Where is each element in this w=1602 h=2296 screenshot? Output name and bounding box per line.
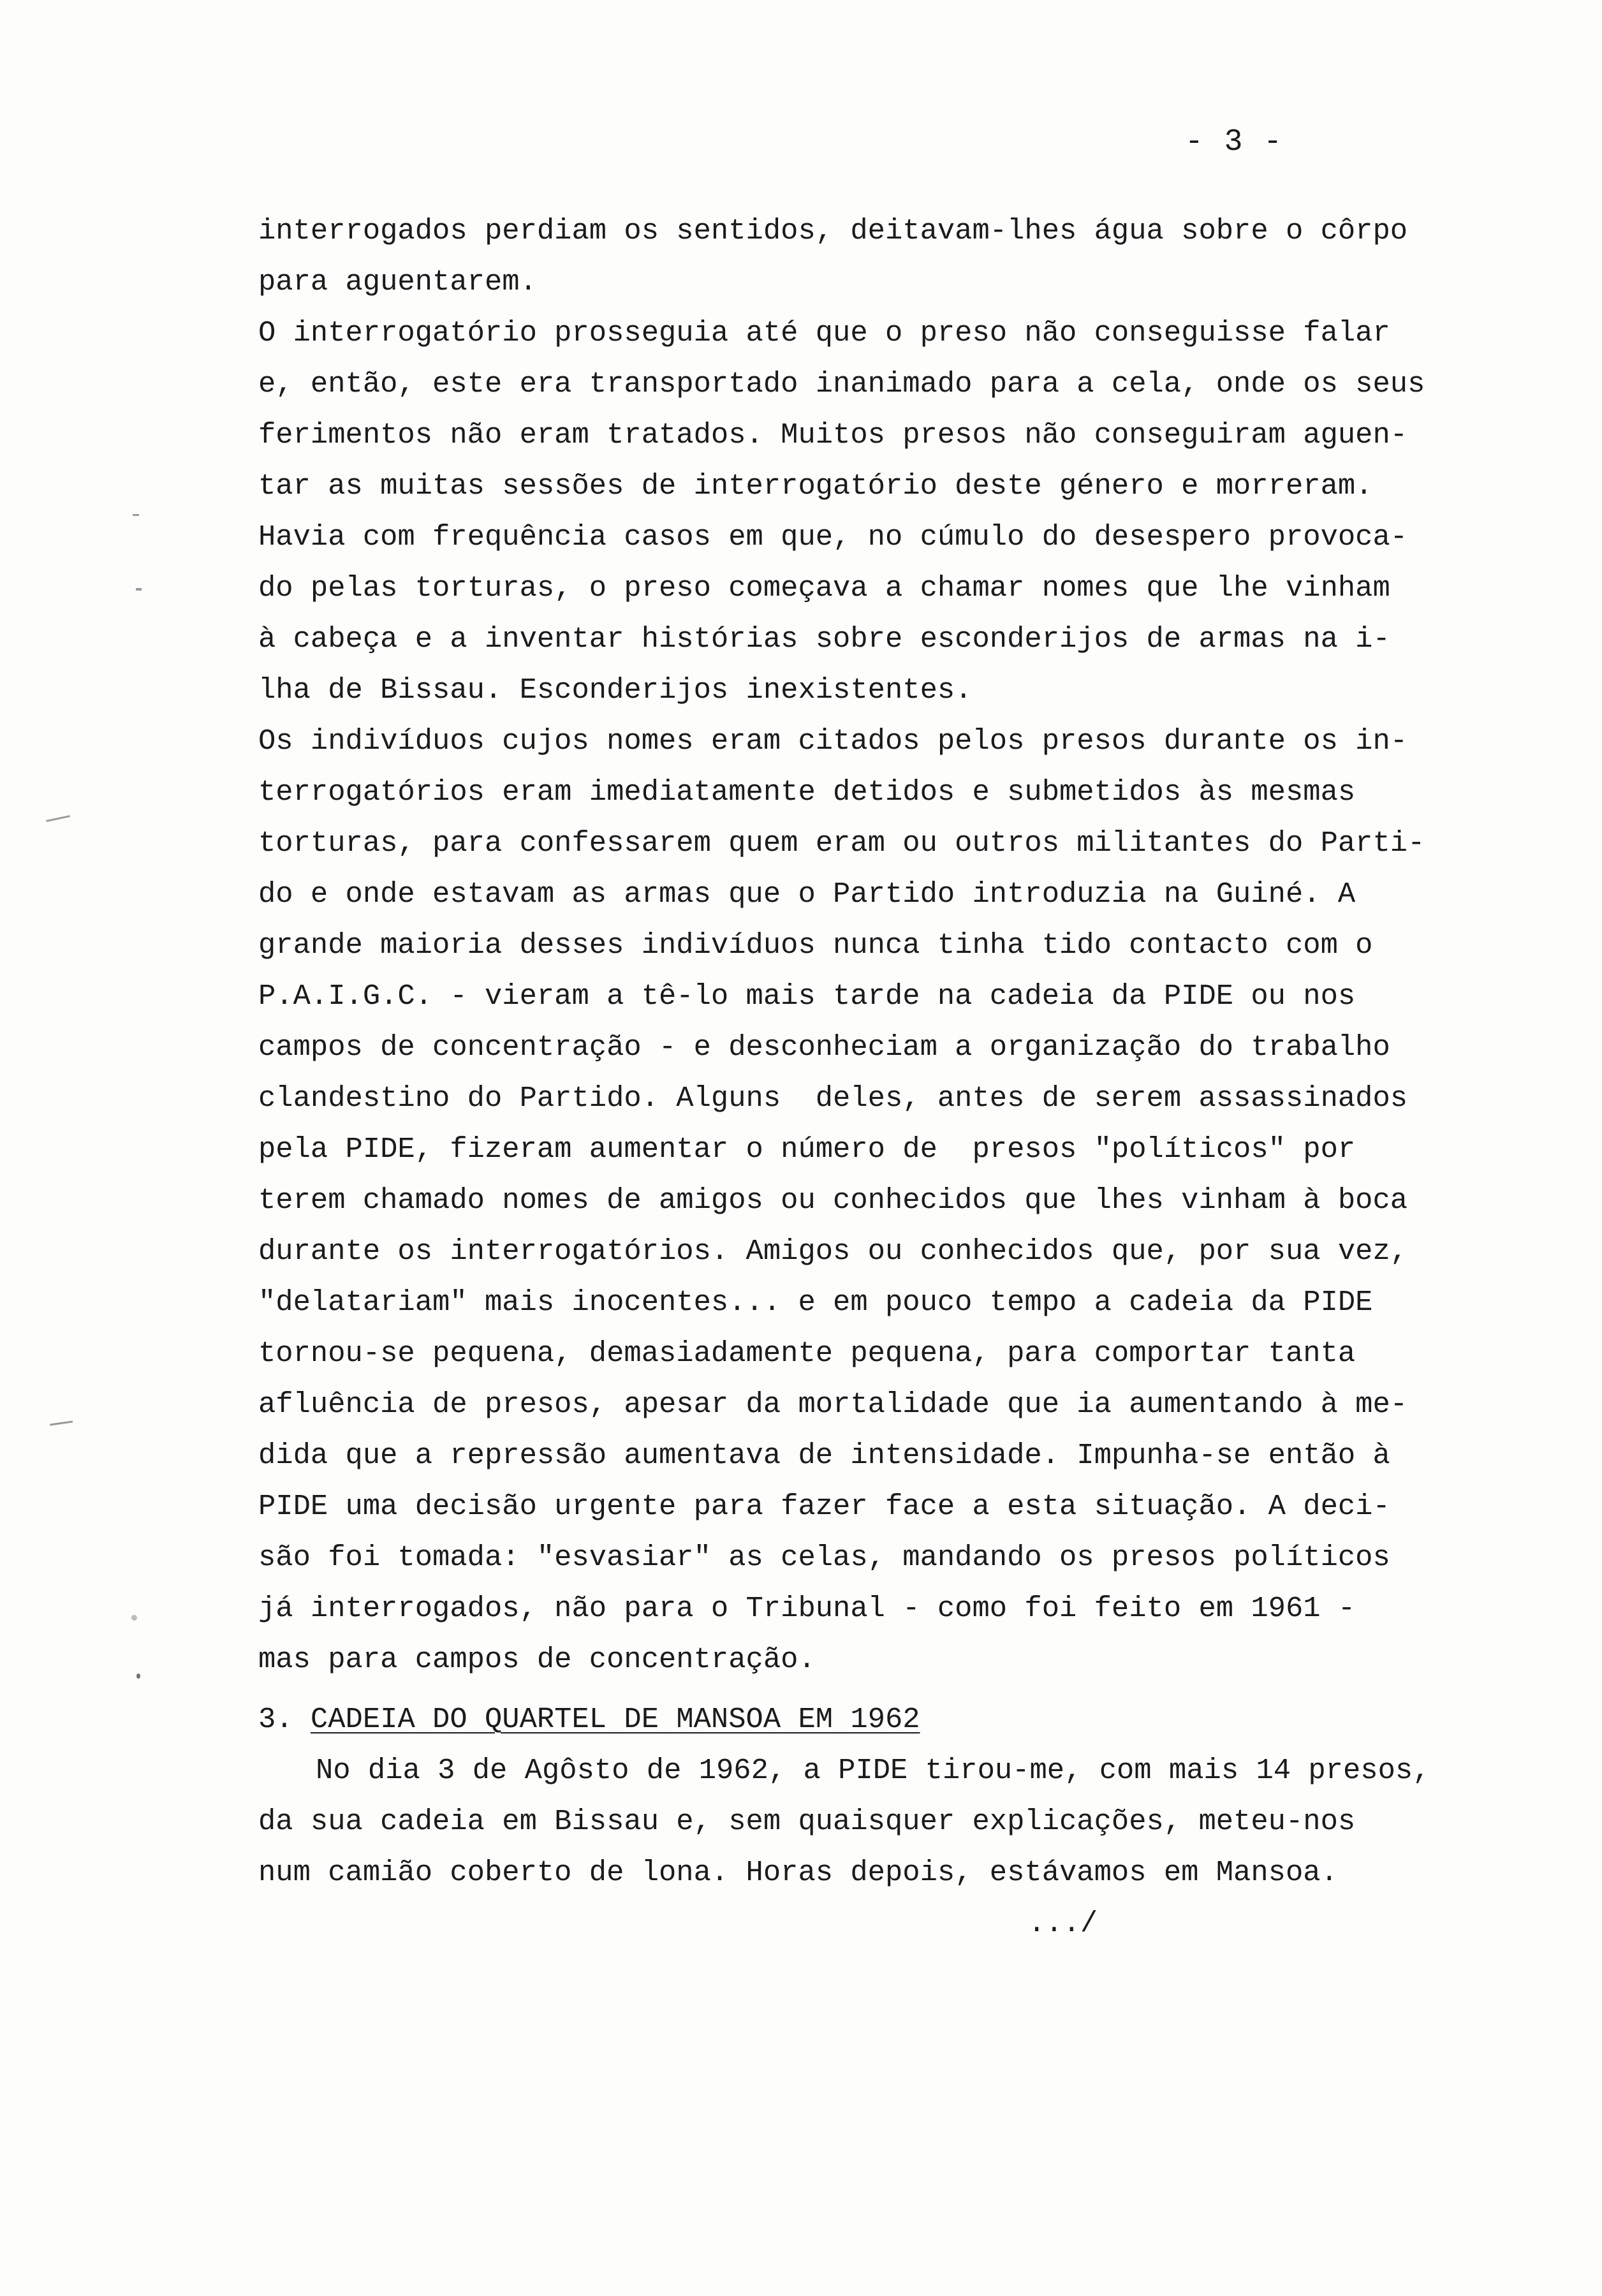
text-line: e, então, este era transportado inanimado para a cela, onde os seus xyxy=(258,367,1425,401)
section-heading xyxy=(258,1694,1527,1745)
text-line: num camião coberto de lona. Horas depois, estávamos em Mansoa. xyxy=(258,1856,1338,1889)
continuation-mark: .../ xyxy=(1028,1907,1098,1940)
text-line: tornou-se pequena, demasiadamente pequena, para comportar tanta xyxy=(258,1337,1356,1370)
text-line: PIDE uma decisão urgente para fazer face a esta situação. A deci- xyxy=(258,1490,1390,1523)
text-line: ferimentos não eram tratados. Muitos presos não conseguiram aguen- xyxy=(258,418,1408,452)
section-number: 3. xyxy=(258,1703,311,1736)
text-line: terem chamado nomes de amigos ou conhecidos que lhes vinham à boca xyxy=(258,1184,1408,1217)
text-line: pela PIDE, fizeram aumentar o número de presos "políticos" por xyxy=(258,1133,1356,1166)
text-line: lha de Bissau. Esconderijos inexistentes. xyxy=(258,673,973,707)
text-line: à cabeça e a inventar histórias sobre esconderijos de armas na i- xyxy=(258,622,1390,656)
text-line: "delatariam" mais inocentes... e em pouco tempo a cadeia da PIDE xyxy=(258,1286,1373,1319)
text-line: são foi tomada: "esvasiar" as celas, mandando os presos políticos xyxy=(258,1541,1390,1574)
margin-mark xyxy=(136,1674,140,1679)
text-line: grande maioria desses indivíduos nunca tinha tido contacto com o xyxy=(258,929,1373,962)
text-line: clandestino do Partido. Alguns deles, antes de serem assassinados xyxy=(258,1082,1408,1115)
text-line: tar as muitas sessões de interrogatório deste género e morreram. xyxy=(258,469,1373,503)
text-line: Havia com frequência casos em que, no cúmulo do desespero provoca- xyxy=(258,520,1408,554)
text-line: da sua cadeia em Bissau e, sem quaisquer explicações, meteu-nos xyxy=(258,1805,1356,1838)
text-line: para aguentarem. xyxy=(258,265,537,298)
document-body xyxy=(258,205,1527,1898)
text-line: interrogados perdiam os sentidos, deitavam-lhes água sobre o côrpo xyxy=(258,214,1408,247)
text-line: torturas, para confessarem quem eram ou outros militantes do Parti- xyxy=(258,827,1425,860)
text-line: afluência de presos, apesar da mortalidade que ia aumentando à me- xyxy=(258,1388,1408,1421)
text-line: já interrogados, não para o Tribunal - como foi feito em 1961 - xyxy=(258,1592,1356,1625)
text-line: P.A.I.G.C. - vieram a tê-lo mais tarde na cadeia da PIDE ou nos xyxy=(258,980,1356,1013)
text-line: do e onde estavam as armas que o Partido introduzia na Guiné. A xyxy=(258,878,1356,911)
text-line: do pelas torturas, o preso começava a chamar nomes que lhe vinham xyxy=(258,571,1390,605)
text-line: mas para campos de concentração. xyxy=(258,1643,816,1676)
page-number: - 3 - xyxy=(1185,125,1284,159)
margin-mark xyxy=(136,588,142,591)
text-line: campos de concentração - e desconheciam a organização do trabalho xyxy=(258,1031,1390,1064)
margin-mark xyxy=(50,1421,73,1426)
text-line: dida que a repressão aumentava de intensidade. Impunha-se então à xyxy=(258,1439,1390,1472)
text-line: O interrogatório prosseguia até que o preso não conseguisse falar xyxy=(258,316,1390,350)
margin-mark xyxy=(131,1615,137,1621)
text-line: No dia 3 de Agôsto de 1962, a PIDE tirou-me, com mais 14 presos, xyxy=(316,1754,1430,1787)
margin-mark xyxy=(133,514,139,516)
text-line: Os indivíduos cujos nomes eram citados pelos presos durante os in- xyxy=(258,725,1408,758)
text-line: terrogatórios eram imediatamente detidos e submetidos às mesmas xyxy=(258,776,1356,809)
section-title: CADEIA DO QUARTEL DE MANSOA EM 1962 xyxy=(310,1703,920,1736)
margin-mark xyxy=(46,815,70,822)
text-line: durante os interrogatórios. Amigos ou conhecidos que, por sua vez, xyxy=(258,1235,1408,1268)
